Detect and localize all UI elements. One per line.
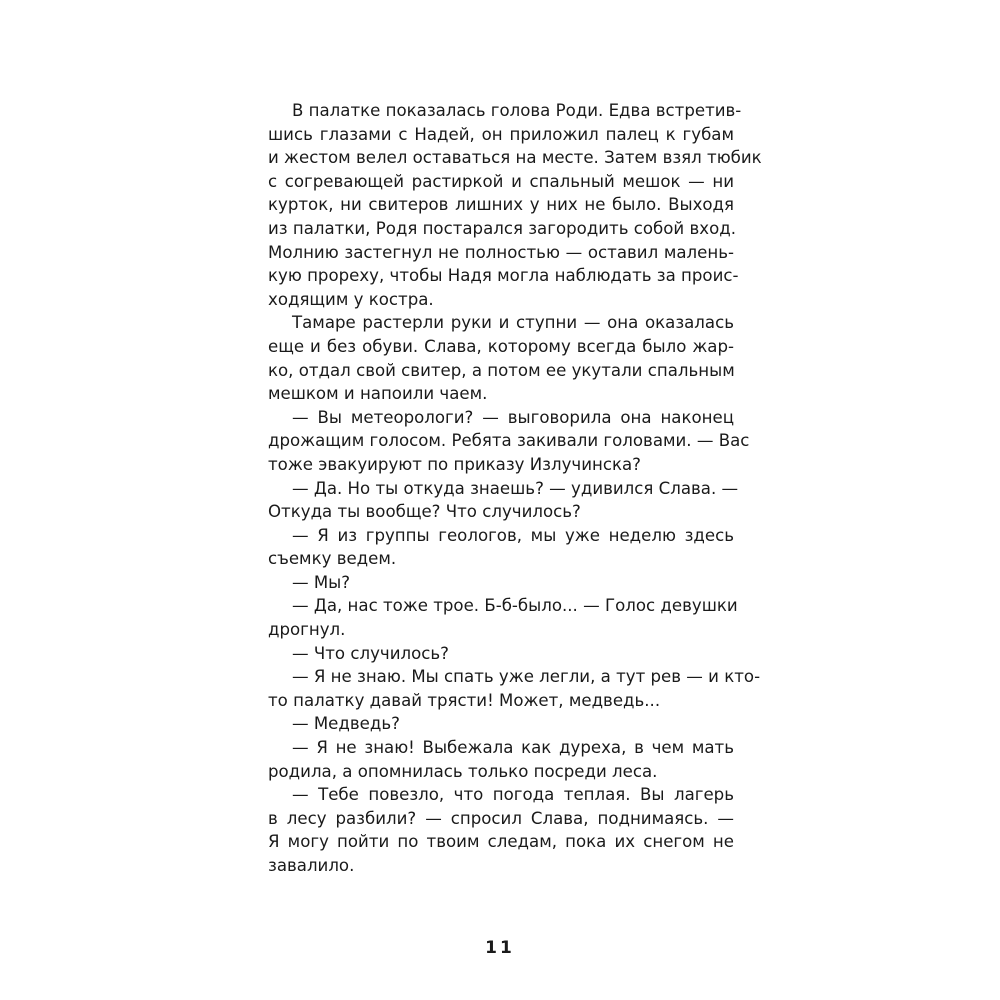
text-line: — Я из группы геологов, мы уже неделю здесь (292, 525, 734, 545)
text-line: — Я не знаю. Мы спать уже легли, а тут рев — и кто- (292, 667, 761, 687)
page-number: 11 (485, 938, 515, 958)
text-line: еще и без обуви. Слава, которому всегда было жар- (268, 336, 734, 356)
body-text (268, 99, 762, 878)
text-line: — Вы метеорологи? — выговорила она наконец (292, 407, 734, 427)
text-line: дрожащим голосом. Ребята закивали головами. — Вас (268, 431, 750, 451)
text-line: то палатку давай трясти! Может, медведь... (268, 690, 661, 710)
text-line: из палатки, Родя постарался загородить собой вход. (268, 218, 736, 238)
text-line: — Тебе повезло, что погода теплая. Вы лагерь (292, 785, 734, 805)
text-line: родила, а опомнилась только посреди леса. (268, 761, 658, 781)
text-line: съемку ведем. (268, 549, 397, 569)
text-line: дрогнул. (268, 620, 346, 640)
text-line: — Да, нас тоже трое. Б-б-было... — Голос девушки (292, 596, 738, 616)
text-line: — Что случилось? (292, 643, 449, 663)
text-line: тоже эвакуируют по приказу Излучинска? (268, 454, 641, 474)
text-line: — Медведь? (292, 714, 400, 734)
text-line: ко, отдал свой свитер, а потом ее укутали спальным (268, 360, 735, 380)
text-line: в лесу разбили? — спросил Слава, поднимаясь. — (268, 808, 734, 828)
text-line: В палатке показалась голова Роди. Едва встретив- (292, 101, 742, 120)
text-line: — Да. Но ты откуда знаешь? — удивился Слава. — (292, 478, 739, 498)
text-line: кую прореху, чтобы Надя могла наблюдать за проис- (268, 266, 739, 286)
text-line: Откуда ты вообще? Что случилось? (268, 502, 581, 522)
text-line: курток, ни свитеров лишних у них не было. Выходя (268, 195, 734, 215)
text-line: с согревающей растиркой и спальный мешок — ни (268, 171, 734, 191)
text-line: Я могу пойти по твоим следам, пока их снегом не (268, 832, 734, 852)
text-line: — Я не знаю! Выбежала как дуреха, в чем мать (292, 738, 734, 758)
text-line: завалило. (268, 856, 355, 875)
text-line: ходящим у костра. (268, 289, 434, 309)
text-line: шись глазами с Надей, он приложил палец к губам (268, 124, 734, 144)
text-line: — Мы? (292, 572, 351, 592)
text-line: Тамаре растерли руки и ступни — она оказалась (292, 313, 734, 333)
text-line: мешком и напоили чаем. (268, 384, 488, 404)
text-line: Молнию застегнул не полностью — оставил малень- (268, 242, 734, 262)
text-line: и жестом велел оставаться на месте. Затем взял тюбик (268, 148, 762, 168)
